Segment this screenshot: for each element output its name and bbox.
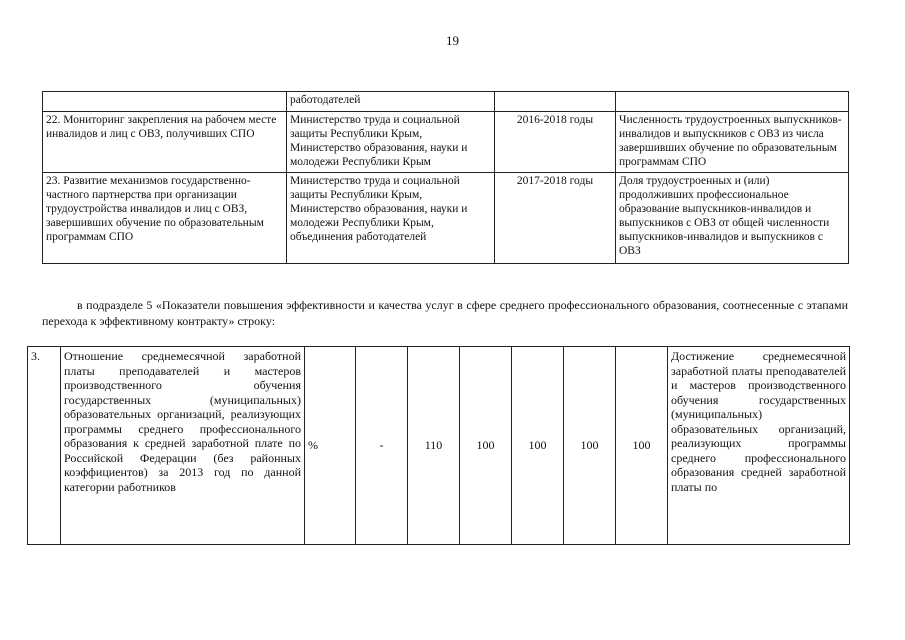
- row-number: 3.: [28, 347, 61, 545]
- table-row: [43, 92, 849, 112]
- table-cell-responsible: Министерство труда и социальной защиты Республики Крым, Министерство образования, науки и молодежи Республики Крым, объединения работодателей: [287, 173, 495, 264]
- table-cell-indicator: Доля трудоустроенных и (или) продолживших профессиональное образование выпускников-инвалидов и выпускников с ОВЗ от общей численности выпускников-инвалидов и выпускников с ОВЗ: [616, 173, 849, 264]
- unit-cell: %: [305, 347, 356, 545]
- value-cell: 100: [616, 347, 668, 545]
- dash-cell: -: [356, 347, 408, 545]
- table-row: [43, 112, 849, 173]
- table-cell-responsible: работодателей: [287, 92, 495, 112]
- table-cell-period: [495, 92, 616, 112]
- table-cell-indicator: [616, 92, 849, 112]
- measures-table: [42, 91, 849, 264]
- value-cell: 110: [408, 347, 460, 545]
- value-cell: 100: [564, 347, 616, 545]
- table-cell-period: 2016-2018 годы: [495, 112, 616, 173]
- table-cell-measure: 23. Развитие механизмов государственно-частного партнерства при организации трудоустройства инвалидов и лиц с ОВЗ, завершивших обучение по образовательным программам СПО: [43, 173, 287, 264]
- indicator-description: Отношение среднемесячной заработной платы преподавателей и мастеров производственного обучения государственных (муниципальных) образовательных организаций, реализующих программы среднего профессионального образования к средней заработной плате по Российской Федерации (без районных коэффициентов) за 2013 год по данной категории работников: [61, 347, 305, 545]
- table-cell-measure: 22. Мониторинг закрепления на рабочем месте инвалидов и лиц с ОВЗ, получивших СПО: [43, 112, 287, 173]
- indicators-table: [27, 346, 850, 545]
- value-cell: 100: [460, 347, 512, 545]
- table-row: [28, 347, 850, 545]
- table-cell-responsible: Министерство труда и социальной защиты Республики Крым, Министерство образования, науки и молодежи Республики Крым: [287, 112, 495, 173]
- page-number: 19: [446, 33, 459, 48]
- result-description: Достижение среднемесячной заработной платы преподавателей и мастеров производственного обучения государственных (муниципальных) образовательных организаций, реализующих программы среднего профессионального образования средней заработной платы по: [668, 347, 850, 545]
- amendment-paragraph: в подразделе 5 «Показатели повышения эффективности и качества услуг в сфере среднего профессионального образования, соотнесенные с этапами перехода к эффективному контракту» строку:: [42, 298, 848, 328]
- table-cell-period: 2017-2018 годы: [495, 173, 616, 264]
- value-cell: 100: [512, 347, 564, 545]
- table-cell-indicator: Численность трудоустроенных выпускников-инвалидов и выпускников с ОВЗ из числа завершивших обучение по образовательным программам СПО: [616, 112, 849, 173]
- table-row: [43, 173, 849, 264]
- table-cell-measure: [43, 92, 287, 112]
